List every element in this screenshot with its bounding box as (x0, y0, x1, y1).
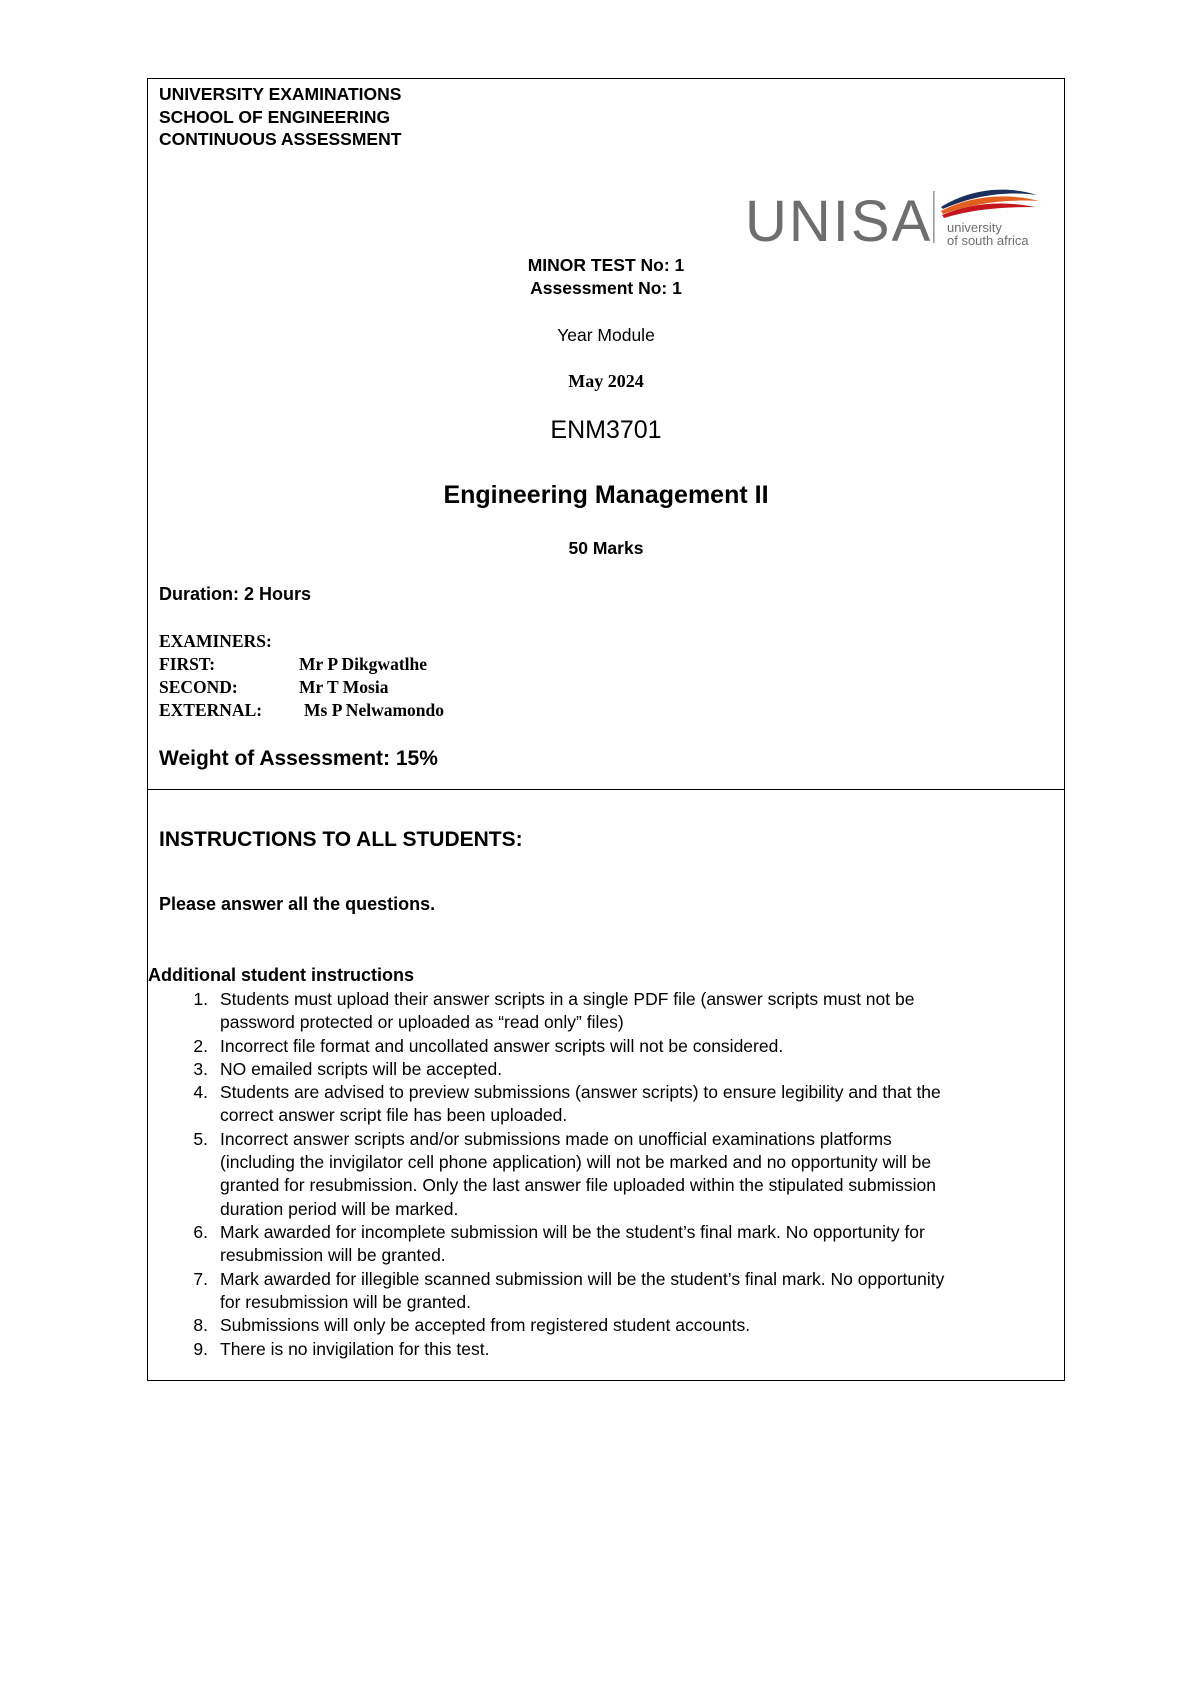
instructions-section: INSTRUCTIONS TO ALL STUDENTS: Please answer all the questions. Additional student instructions 1. Students must upload their answer scripts in a single PDF file (answer scripts must not be password protected or uploaded as “read only” files) 2. Incorrect file format and uncollated answer scripts will not be considered. 3. NO emailed scripts will be accepted. 4. Students are advised to preview submissions (answer scripts) to ensure legibility and that the correct answer script file has been uploaded. 5. Incorrect answer scripts and/or submissions made on unofficial examinations platforms (including the invigilator cell phone application) will not be marked and no opportunity will be granted for resubmission. Only the last answer file uploaded within the stipulated submission duration period will be marked. 6. Mark awarded for incomplete submission will be the student’s final mark. No opportunity for resubmission will be granted. 7. Mark awarded for illegible scanned submission will be the student’s final mark. No opportunity for resubmission will be granted. 8. Submissions will only be accepted from registered student accounts. 9. There is no invigilation for this test. (148, 828, 945, 1359)
logo-wordmark: UNISA (745, 189, 933, 247)
header-line-assessment: CONTINUOUS ASSESSMENT (159, 129, 402, 149)
cover-section (148, 79, 1064, 790)
unisa-logo (745, 187, 1045, 247)
answer-all-note: Please answer all the questions. (159, 894, 436, 914)
logo-divider (933, 191, 935, 243)
examiner-role: SECOND: (159, 677, 238, 697)
examiner-name: Ms P Nelwamondo (304, 700, 444, 720)
exam-date: May 2024 (568, 371, 644, 391)
assessment-weight: Weight of Assessment: 15% (159, 747, 438, 770)
logo-tagline-south-africa: of south africa (947, 233, 1029, 247)
examiner-row (159, 677, 389, 698)
minor-test-number: MINOR TEST No: 1 (527, 255, 685, 275)
module-type: Year Module (557, 325, 655, 345)
examiners-heading: EXAMINERS: (159, 631, 272, 651)
module-code: ENM3701 (550, 416, 662, 444)
instructions-heading: INSTRUCTIONS TO ALL STUDENTS: (159, 828, 523, 851)
examiner-role: EXTERNAL: (159, 700, 263, 720)
additional-instructions-heading: Additional student instructions (148, 965, 414, 985)
institution-header (159, 83, 401, 151)
duration: Duration: 2 Hours (159, 584, 312, 604)
examiner-row (159, 700, 444, 721)
header-line-university: UNIVERSITY EXAMINATIONS (159, 84, 402, 104)
examiner-role: FIRST: (159, 654, 216, 674)
header-line-school: SCHOOL OF ENGINEERING (159, 106, 391, 127)
logo-tagline-university: university (947, 220, 1002, 235)
examiner-name: Mr P Dikgwatlhe (299, 654, 428, 674)
examiner-row (159, 654, 428, 675)
total-marks: 50 Marks (568, 538, 644, 558)
examiner-name: Mr T Mosia (299, 677, 389, 697)
assessment-number: Assessment No: 1 (530, 278, 682, 298)
module-title: Engineering Management II (443, 481, 769, 509)
cover-page-frame (147, 78, 1065, 1381)
